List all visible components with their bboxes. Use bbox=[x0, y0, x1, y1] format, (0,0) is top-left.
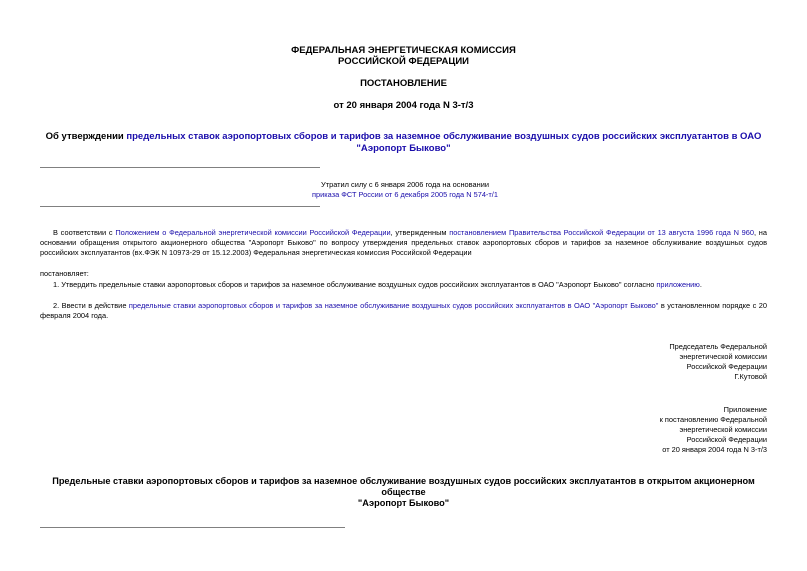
item-2 bbox=[40, 301, 767, 321]
item-1 bbox=[40, 280, 767, 290]
doc-type: ПОСТАНОВЛЕНИЕ bbox=[360, 78, 447, 89]
government-decree-link[interactable]: постановлением Правительства Российской Федерации от 13 августа 1996 года N 960 bbox=[449, 228, 754, 237]
appendix-ref-line: Приложение bbox=[723, 405, 767, 414]
appendix-title-line-2: "Аэропорт Быково" bbox=[357, 498, 450, 508]
item-2-text: 2. Ввести в действие bbox=[53, 301, 129, 310]
appendix-ref-line: Российской Федерации bbox=[686, 435, 767, 444]
rates-link[interactable]: предельные ставки аэропортовых сборов и тарифов за наземное обслуживание воздушных судов российских эксплуатантов в ОАО "Аэропорт Быково" bbox=[128, 301, 659, 310]
preamble-text-2: , утвержденным bbox=[390, 228, 450, 237]
signature-line: Российской Федерации bbox=[686, 362, 767, 371]
preamble-text-1: В соответствии с bbox=[53, 228, 116, 237]
resolves-label: постановляет: bbox=[40, 269, 89, 278]
signature-block bbox=[669, 342, 767, 382]
item-1-end: . bbox=[699, 280, 702, 289]
appendix-title bbox=[30, 476, 777, 509]
divider-appendix bbox=[40, 527, 345, 528]
preamble-paragraph bbox=[40, 228, 767, 258]
org-line-2: РОССИЙСКОЙ ФЕДЕРАЦИИ bbox=[337, 56, 469, 67]
appendix-title-line-1: Предельные ставки аэропортовых сборов и тарифов за наземное обслуживание воздушных судов российских эксплуатантов в открытом акционерном обществе bbox=[52, 476, 755, 497]
item-2-end: в установленном порядке с 20 февраля 2004 года. bbox=[40, 301, 767, 320]
signature-line: Председатель Федеральной bbox=[669, 342, 767, 351]
org-line-1: ФЕДЕРАЛЬНАЯ ЭНЕРГЕТИЧЕСКАЯ КОМИССИЯ bbox=[291, 45, 516, 56]
repeal-order-link[interactable]: приказа ФСТ России от 6 декабря 2005 года N 574-т/1 bbox=[312, 190, 498, 199]
page-title bbox=[40, 131, 767, 155]
status-note-line: Утратил силу с 6 января 2006 года на основании bbox=[321, 180, 489, 189]
divider-bottom bbox=[40, 206, 320, 207]
title-link[interactable]: предельных ставок аэропортовых сборов и тарифов за наземное обслуживание воздушных судов российских эксплуатантов в ОАО "Аэропорт Быково" bbox=[126, 131, 762, 154]
appendix-link[interactable]: приложению bbox=[656, 280, 700, 289]
status-note bbox=[240, 180, 570, 200]
divider-top bbox=[40, 167, 320, 168]
item-1-text: 1. Утвердить предельные ставки аэропортовых сборов и тарифов за наземное обслуживание воздушных судов российских эксплуатантов в ОАО "Аэропорт Быково" согласно bbox=[53, 280, 657, 289]
fek-regulation-link[interactable]: Положением о Федеральной энергетической комиссии Российской Федерации bbox=[115, 228, 391, 237]
signature-line: энергетической комиссии bbox=[679, 352, 767, 361]
preamble-text-3: , на основании обращения открытого акционерного общества "Аэропорт Быково" по вопросу утверждения предельных ставок аэропортовых сборов и тарифов за наземное обслуживание воздушных судов российских эксплуатантов (вх.ФЭК N 10973-29 от 15.12.2003) Федеральная энергетическая комиссия Российской Федерации bbox=[40, 228, 767, 257]
appendix-ref-line: к постановлению Федеральной bbox=[659, 415, 767, 424]
appendix-ref-line: энергетической комиссии bbox=[679, 425, 767, 434]
appendix-ref-line: от 20 января 2004 года N 3-т/3 bbox=[662, 445, 767, 454]
title-prefix: Об утверждении bbox=[45, 131, 127, 142]
doc-date: от 20 января 2004 года N 3-т/3 bbox=[333, 100, 474, 111]
signatory-name: Г.Кутовой bbox=[734, 372, 767, 381]
appendix-reference bbox=[660, 405, 767, 455]
org-name bbox=[0, 45, 807, 67]
